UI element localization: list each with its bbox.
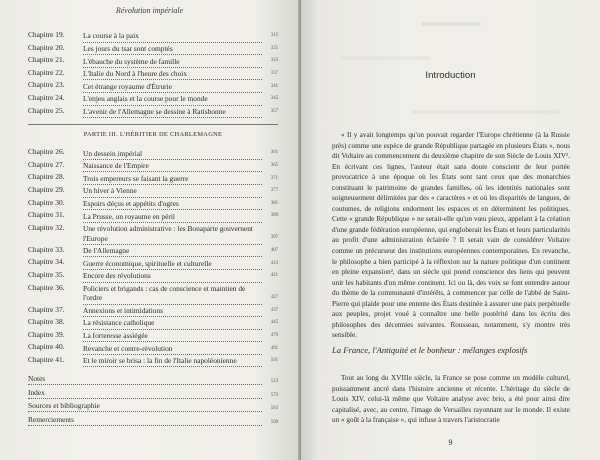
toc-page-number: 345 — [270, 96, 278, 102]
toc-entry — [28, 68, 278, 81]
toc-page-number: 413 — [270, 260, 278, 266]
toc-page-number: 501 — [270, 358, 278, 364]
toc-chapter-number: Chapitre 30. — [28, 197, 65, 207]
toc-chapter-number: Chapitre 41. — [28, 354, 65, 364]
toc-chapter-number: Chapitre 19. — [28, 30, 65, 39]
toc-back-matter-entry — [28, 385, 278, 399]
toc-back-matter-title: Index — [28, 388, 262, 399]
toc-chapter-title: Un dessein impérial — [83, 147, 262, 160]
toc-page-number: 361 — [270, 150, 278, 156]
intro-paragraph-1: « Il y avait longtemps qu'on pouvait regarder l'Europe chrétienne (à la Russie près) comme une espèce de grande République partagée en plusieurs États », nous dit Voltaire au commencement du deuxième chapitre de son Siècle de Louis XIV¹. En écrivant ces lignes, l'auteur était sans doute conscient de leur portée provocatrice à une époque où les États sont tant ceux que des monarchies constituant le patrimoine de grandes familles, où les identités nationales sont soigneusement délimitées par des « caractères » et où les disparités de langues, de coutumes, de religions endorment les espaces et en déterminent les politiques. Cette « grande République » ne serait-elle qu'un vœu pieux, appelant à la création d'une grande fédération européenne, qui engloberait les États et leurs particularités au profit d'une administration éclairée ? Il serait vain de considérer Voltaire comme un précurseur des institutions européennes contemporaines. En revanche, le philosophe a bien participé à la réflexion sur la nature politique d'un continent en pleine expansion², dans un siècle qui prend conscience des liens qui peuvent unir les habitants d'un même continent. Ici ou là, des voix se font entendre autour du thème de la communauté d'intérêts, à commencer par celle de l'abbé de Saint-Pierre qui plaide pour une entente des États destinée à assurer une paix perpétuelle aux peuples, projet voué à connaître une belle postérité dans les écrits des philosophes des décennies suivantes. Rousseau, notamment, s'y montre très sensible. — [332, 131, 570, 340]
toc-chapter-title: L'ébauche du système de famille — [83, 55, 262, 68]
toc-chapter-number: Chapitre 20. — [28, 42, 65, 52]
toc-entry — [28, 43, 278, 56]
left-page — [0, 0, 299, 460]
chapter-title: Introduction — [425, 70, 476, 81]
toc-chapter-title: Revanche et contre-révolution — [83, 342, 262, 355]
toc-entry — [28, 330, 278, 343]
toc-page-number: 407 — [270, 248, 278, 254]
toc-back-matter — [28, 371, 278, 425]
table-of-contents — [28, 30, 278, 426]
toc-entry — [28, 185, 278, 198]
toc-back-matter-title: Remerciements — [28, 415, 262, 426]
toc-back-matter-entry — [28, 412, 278, 426]
toc-back-matter-title: Notes — [28, 374, 262, 385]
toc-chapter-number: Chapitre 24. — [28, 92, 65, 102]
toc-chapter-number: Chapitre 37. — [28, 304, 65, 314]
toc-chapter-title: La résistance catholique — [83, 317, 262, 330]
toc-entry — [28, 342, 278, 355]
toc-page-number: 341 — [270, 83, 278, 89]
toc-chapter-title: Trois empereurs se faisant la guerre — [83, 172, 262, 185]
part-heading: PARTIE III. L'HÉRITIER DE CHARLEMAGNE — [28, 124, 278, 141]
toc-page-number: 357 — [270, 108, 278, 114]
toc-entry — [28, 210, 278, 223]
toc-page-number: 325 — [270, 45, 278, 51]
toc-page-number: 437 — [270, 307, 278, 313]
running-head: Révolution impériale — [115, 6, 184, 15]
toc-chapter-number: Chapitre 28. — [28, 172, 65, 182]
toc-chapter-title: Cet étrange royaume d'Étrurie — [83, 80, 262, 93]
toc-entry — [28, 198, 278, 211]
toc-entry — [28, 245, 278, 258]
toc-page-number: 583 — [270, 406, 278, 412]
toc-chapter-title: La course à la paix — [83, 30, 262, 43]
toc-chapter-number: Chapitre 38. — [28, 317, 65, 327]
toc-page-number: 445 — [270, 320, 278, 326]
toc-chapter-number: Chapitre 26. — [28, 147, 65, 157]
toc-chapter-title: La forteresse assiégée — [83, 330, 262, 343]
toc-entry — [28, 106, 278, 119]
toc-chapter-number: Chapitre 32. — [28, 222, 65, 232]
toc-back-matter-entry — [28, 371, 278, 385]
toc-page-number: 513 — [270, 379, 278, 385]
toc-chapters-part-3 — [28, 147, 278, 367]
toc-entry — [28, 80, 278, 93]
toc-entry — [28, 257, 278, 270]
toc-page-number: 381 — [270, 200, 278, 206]
toc-chapter-number: Chapitre 35. — [28, 269, 65, 279]
toc-entry — [28, 305, 278, 318]
toc-page-number: 599 — [270, 419, 278, 425]
toc-page-number: 491 — [270, 345, 278, 351]
toc-chapter-number: Chapitre 34. — [28, 257, 65, 267]
toc-entry — [28, 270, 278, 283]
toc-page-number: 315 — [270, 33, 278, 39]
toc-page-number: 479 — [270, 332, 278, 338]
toc-page-number: 337 — [270, 71, 278, 77]
toc-chapter-title: Espoirs déçus et appétits d'ogres — [83, 198, 262, 211]
toc-page-number: 365 — [270, 163, 278, 169]
toc-page-number: 421 — [270, 273, 278, 279]
toc-page-number: 389 — [270, 213, 278, 219]
toc-chapter-title: De l'Allemagne — [83, 245, 262, 258]
toc-entry — [28, 283, 278, 305]
toc-page-number: 397 — [270, 235, 278, 241]
toc-chapter-title: Policiers et brigands : cas de conscience et maintien de l'ordre — [83, 283, 262, 305]
toc-page-number: 573 — [270, 392, 278, 398]
toc-chapters-part-2 — [28, 30, 278, 118]
toc-back-matter-title: Sources et bibliographie — [28, 401, 262, 412]
toc-chapter-number: Chapitre 39. — [28, 329, 65, 339]
toc-entry — [28, 55, 278, 68]
toc-chapter-title: Guerre économique, spirituelle et culturelle — [83, 257, 262, 270]
toc-chapter-number: Chapitre 27. — [28, 159, 65, 169]
toc-entry — [28, 223, 278, 245]
toc-page-number: 333 — [270, 58, 278, 64]
toc-entry — [28, 172, 278, 185]
toc-entry — [28, 355, 278, 368]
show-through-text — [341, 56, 431, 60]
intro-paragraph-2: Tout au long du XVIIIe siècle, la France se pose comme un modèle culturel, puissamment ancré dans l'histoire ancienne et récente. L'héritage du siècle de Louis XIV, celui-là même que Voltaire analyse avec brio, a été pour ainsi dire capitalisé, avec, au centre, l'image de Versailles rayonnant sur le monde. Il existe un « goût à la française », qui infuse à travers l'aristocratie — [332, 374, 570, 425]
toc-entry — [28, 317, 278, 330]
page-number: 9 — [448, 438, 453, 447]
show-through-text — [411, 110, 561, 114]
toc-chapter-number: Chapitre 25. — [28, 105, 65, 115]
toc-chapter-title: Une révolution administrative : les Bonaparte gouvernent l'Europe — [83, 223, 262, 245]
toc-entry — [28, 147, 278, 160]
toc-chapter-title: Encore des révolutions — [83, 270, 262, 283]
toc-page-number: 427 — [270, 295, 278, 301]
toc-chapter-number: Chapitre 21. — [28, 55, 65, 65]
toc-chapter-title: L'Italie du Nord à l'heure des choix — [83, 68, 262, 81]
toc-chapter-title: Un hiver à Vienne — [83, 185, 262, 198]
toc-chapter-title: Les jours du tsar sont comptés — [83, 43, 262, 56]
show-through-text — [421, 22, 481, 26]
toc-chapter-number: Chapitre 33. — [28, 244, 65, 254]
toc-entry — [28, 30, 278, 43]
toc-chapter-number: Chapitre 36. — [28, 282, 65, 292]
toc-entry — [28, 160, 278, 173]
toc-chapter-title: L'enjeu anglais et la course pour le monde — [83, 93, 262, 106]
toc-chapter-title: Naissance de l'Empire — [83, 160, 262, 173]
toc-chapter-title: Et le miroir se brisa : la fin de l'Italie napoléonienne — [83, 355, 262, 368]
toc-chapter-title: L'avenir de l'Allemagne se dessine à Ratisbonne — [83, 106, 262, 119]
toc-chapter-title: La Prusse, un royaume en péril — [83, 210, 262, 223]
toc-chapter-number: Chapitre 23. — [28, 80, 65, 90]
toc-chapter-number: Chapitre 40. — [28, 342, 65, 352]
toc-entry — [28, 93, 278, 106]
toc-chapter-title: Annexions et intimidations — [83, 305, 262, 318]
toc-page-number: 371 — [270, 175, 278, 181]
section-title: La France, l'Antiquité et le bonheur : mélanges explosifs — [332, 345, 528, 355]
toc-chapter-number: Chapitre 22. — [28, 67, 65, 77]
toc-chapter-number: Chapitre 31. — [28, 210, 65, 220]
toc-back-matter-entry — [28, 399, 278, 413]
toc-page-number: 377 — [270, 188, 278, 194]
toc-chapter-number: Chapitre 29. — [28, 184, 65, 194]
